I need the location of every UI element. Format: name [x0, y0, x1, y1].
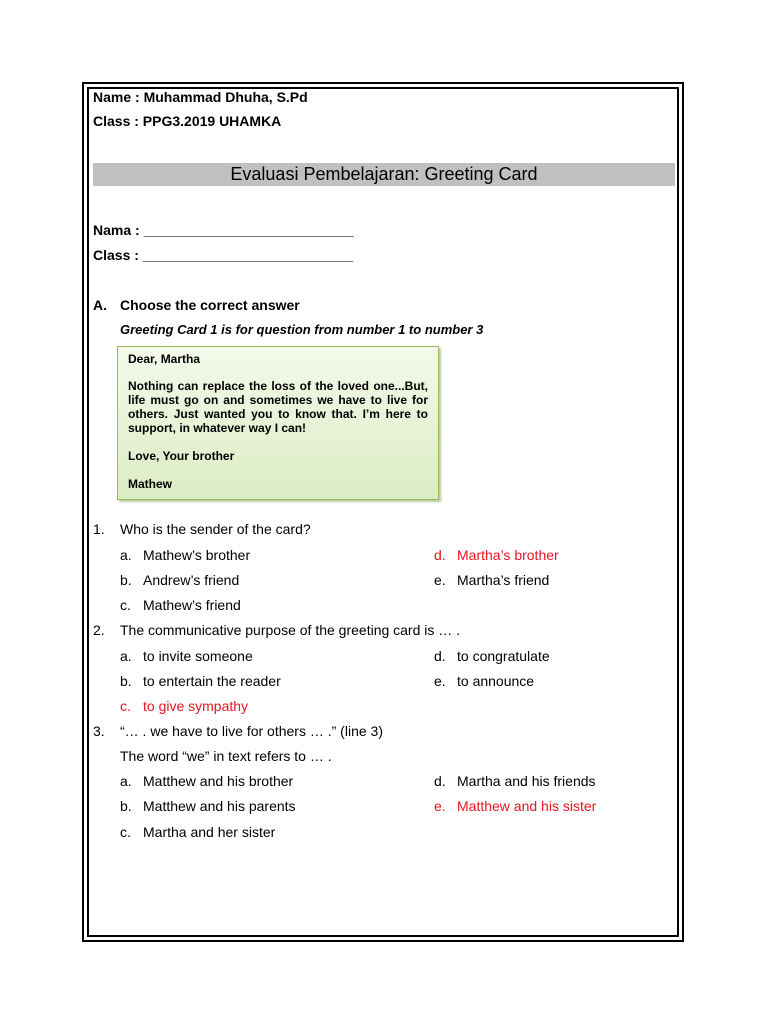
- card-signature: Mathew: [128, 477, 173, 491]
- section-label: A.: [93, 297, 107, 313]
- card-closing: Love, Your brother: [128, 449, 235, 463]
- option-1b: b. Andrew’s friend: [120, 572, 240, 588]
- question-number: 2.: [93, 622, 105, 638]
- option-2e: e. to announce: [434, 673, 535, 689]
- question-text: “… . we have to live for others … .” (line 3): [120, 723, 383, 739]
- option-3c: c. Martha and her sister: [120, 824, 276, 840]
- card-body: Nothing can replace the loss of the loved one...But, life must go on and sometimes we have to live for others. Just wanted you to know that. I’m here to support, in whatever way I can!: [128, 379, 428, 435]
- option-1e: e. Martha’s friend: [434, 572, 550, 588]
- option-1c: c. Mathew’s friend: [120, 597, 241, 613]
- question-number: 1.: [93, 521, 105, 537]
- greeting-card: [117, 346, 439, 500]
- option-3e-answer: e. Matthew and his sister: [434, 798, 597, 814]
- option-2a: a. to invite someone: [120, 648, 253, 664]
- question-subtext: The word “we” in text refers to … .: [120, 748, 332, 764]
- option-1d-answer: d. Martha’s brother: [434, 547, 559, 563]
- question-text: Who is the sender of the card?: [120, 521, 311, 537]
- option-3a: a. Matthew and his brother: [120, 773, 294, 789]
- option-2c-answer: c. to give sympathy: [120, 698, 249, 714]
- question-text: The communicative purpose of the greeting card is … .: [120, 622, 461, 638]
- student-name-field: Nama : ___________________________: [93, 222, 354, 238]
- option-1a: a. Mathew’s brother: [120, 547, 251, 563]
- question-number: 3.: [93, 723, 105, 739]
- page-title: Evaluasi Pembelajaran: Greeting Card: [93, 163, 675, 186]
- card-greeting: Dear, Martha: [128, 352, 201, 366]
- option-3b: b. Matthew and his parents: [120, 798, 296, 814]
- option-2b: b. to entertain the reader: [120, 673, 281, 689]
- teacher-class: Class : PPG3.2019 UHAMKA: [93, 113, 282, 129]
- section-instruction: Greeting Card 1 is for question from number 1 to number 3: [120, 322, 484, 337]
- teacher-name: Name : Muhammad Dhuha, S.Pd: [93, 89, 308, 105]
- option-2d: d. to congratulate: [434, 648, 550, 664]
- student-class-field: Class : ___________________________: [93, 247, 354, 263]
- option-3d: d. Martha and his friends: [434, 773, 596, 789]
- section-heading: Choose the correct answer: [120, 297, 300, 313]
